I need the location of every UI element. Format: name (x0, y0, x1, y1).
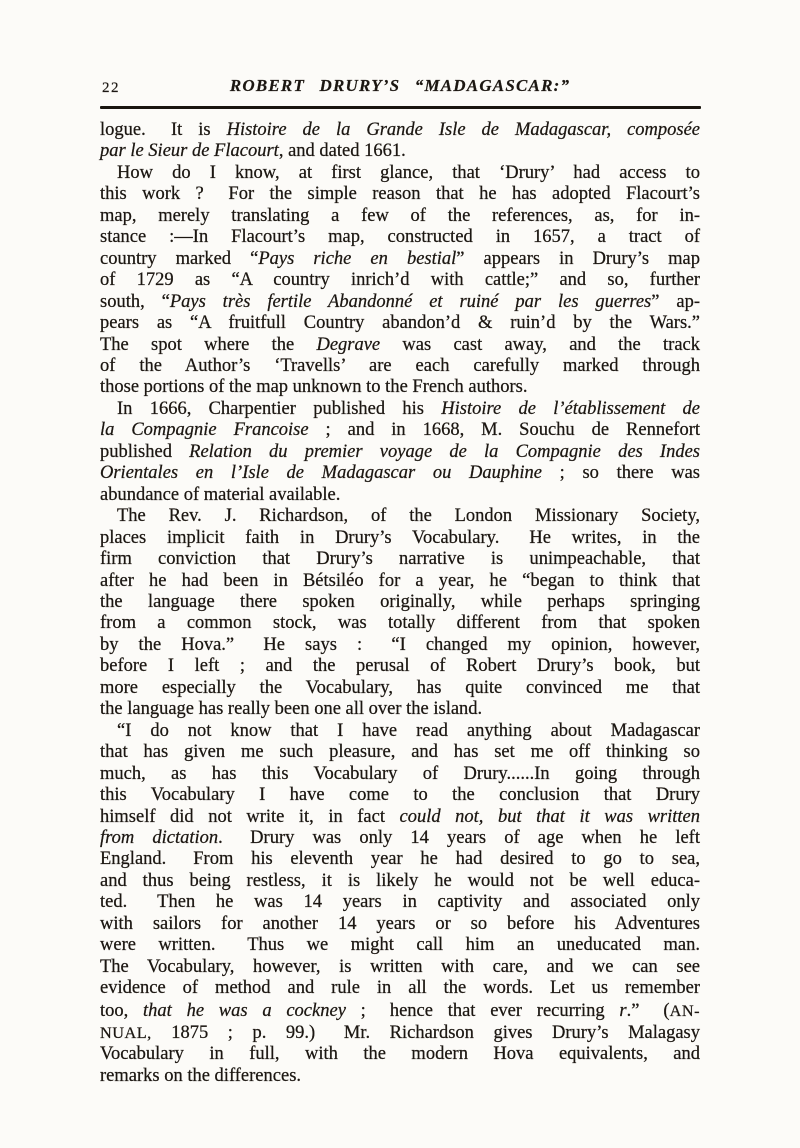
text-line (100, 227, 700, 248)
text-segment: before I left ; and the perusal of Robert Drury’s book, but (100, 656, 700, 677)
text-line (100, 249, 700, 270)
text-segment: with sailors for another 14 years or so before his Adventures (100, 913, 700, 934)
paragraph (100, 120, 700, 163)
text-segment: that he was a cockney (143, 1000, 346, 1021)
text-segment: ; so there was (542, 463, 700, 484)
text-segment: Orientales en l’Isle de Madagascar ou Dauphine (100, 463, 542, 484)
text-line (100, 635, 700, 656)
text-segment: ” appears in Drury’s map (456, 248, 700, 269)
text-segment: could not, but that it was written (399, 806, 700, 827)
text-segment: AN- (669, 1000, 700, 1020)
text-line (100, 399, 700, 420)
text-line (100, 613, 700, 634)
text-line (100, 892, 700, 913)
text-segment: How do I know, at first glance, that ‘Drury’ had access to (117, 162, 700, 183)
text-segment: “I do not know that I have read anything about Madagascar (117, 720, 700, 741)
text-line (100, 335, 700, 356)
text-segment: stance :—In Flacourt’s map, constructed in 1657, a tract of (100, 227, 700, 248)
text-line (100, 871, 700, 892)
text-segment: by the Hova.” He says : “I changed my opinion, however, (100, 634, 700, 655)
text-segment: much, as has this Vocabulary of Drury......In going through (100, 763, 700, 784)
text-line (100, 206, 700, 227)
text-segment: ; and in 1668, M. Souchu de Rennefort (308, 420, 701, 441)
text-segment: were written. Thus we might call him an uneducated man. (100, 935, 700, 956)
text-line (100, 549, 700, 570)
paragraph (100, 163, 700, 399)
paragraph (100, 399, 700, 506)
text-segment: , and dated 1661. (278, 141, 406, 162)
text-segment: The spot where the (100, 334, 317, 355)
text-line (100, 163, 700, 184)
text-segment: this Vocabulary I have come to the conclusion that Drury (100, 785, 700, 806)
text-line (100, 1066, 700, 1087)
text-line (100, 721, 700, 742)
text-segment: himself did not write it, in fact (100, 806, 400, 827)
text-line (100, 785, 700, 806)
text-segment: from a common stock, was totally different from that spoken (100, 613, 700, 634)
paragraph (100, 721, 700, 1088)
text-line (100, 656, 700, 677)
paragraph (100, 506, 700, 721)
text-segment: south, “ (100, 291, 170, 312)
page-body (100, 120, 700, 1087)
text-line (100, 420, 700, 441)
text-line (100, 1022, 700, 1044)
text-line (100, 935, 700, 956)
text-line (100, 463, 700, 484)
text-line (100, 120, 700, 141)
text-line (100, 184, 700, 205)
text-line (100, 356, 700, 377)
running-title: ROBERT DRURY’S “MADAGASCAR:” (229, 76, 571, 95)
text-segment: map, merely translating a few of the references, as, for in- (100, 205, 700, 226)
text-line (100, 699, 700, 720)
text-segment: The Vocabulary, however, is written with care, and we can see (100, 956, 700, 977)
text-line (100, 377, 700, 398)
text-segment: Relation du premier voyage de la Compagnie des Indes (189, 441, 700, 462)
text-segment: ted. Then he was 14 years in captivity and associated only (100, 892, 700, 913)
text-segment: pears as “A fruitfull Country abandon’d & ruin’d by the Wars.” (100, 313, 700, 334)
text-segment: Histoire de la Grande Isle de Madagascar, composée (226, 120, 700, 140)
text-segment: Histoire de l’établissement de (441, 398, 700, 419)
text-line (100, 678, 700, 699)
text-line (100, 849, 700, 870)
page-number: 22 (102, 80, 120, 96)
text-segment: England. From his eleventh year he had desired to go to sea, (100, 849, 700, 870)
text-segment: la Compagnie Francoise (100, 420, 309, 441)
text-segment: from dictation (100, 827, 219, 848)
text-segment: too, (100, 1000, 144, 1021)
text-segment: Pays riche en bestial (258, 248, 457, 269)
text-line (100, 141, 700, 162)
text-line (100, 270, 700, 291)
text-segment: was cast away, and the track (380, 334, 700, 355)
text-segment: r (619, 1000, 627, 1021)
text-line (100, 764, 700, 785)
text-line (100, 592, 700, 613)
text-segment: evidence of method and rule in all the words. Let us remember (100, 978, 700, 999)
text-segment: the language there spoken originally, while perhaps springing (100, 591, 700, 612)
text-line (100, 506, 700, 527)
text-segment: Vocabulary in full, with the modern Hova equivalents, and (100, 1044, 700, 1065)
text-line (100, 442, 700, 463)
text-segment: of the Author’s ‘Travells’ are each carefully marked through (100, 355, 700, 376)
text-line (100, 485, 700, 506)
text-line (100, 1000, 700, 1022)
text-line (100, 292, 700, 313)
text-segment: and thus being restless, it is likely he would not be well educa- (100, 870, 700, 891)
text-line (100, 313, 700, 334)
text-segment: 1875 ; p. 99.) Mr. Richardson gives Drury’s Malagasy (151, 1023, 700, 1044)
text-segment: after he had been in Bétsiléo for a year, he “began to think that (100, 570, 700, 591)
text-line (100, 742, 700, 763)
text-segment: logue. It is (100, 120, 227, 140)
text-segment: Pays très fertile Abandonné et ruiné par les guerres (169, 291, 652, 312)
text-segment: ” ap- (651, 291, 700, 312)
text-segment: published (100, 441, 190, 462)
text-segment: places implicit faith in Drury’s Vocabulary. He writes, in the (100, 527, 700, 548)
text-segment: . Drury was only 14 years of age when he left (218, 827, 700, 848)
text-segment: country marked “ (100, 248, 259, 269)
text-segment: more especially the Vocabulary, has quite convinced me that (100, 677, 700, 698)
text-segment: Degrave (316, 334, 381, 355)
text-line (100, 571, 700, 592)
header-rule (100, 106, 701, 109)
text-segment: this work ? For the simple reason that he has adopted Flacourt’s (100, 184, 700, 205)
text-segment: those portions of the map unknown to the French authors. (100, 377, 528, 398)
text-segment: In 1666, Charpentier published his (117, 398, 442, 419)
text-segment: of 1729 as “A country inrich’d with cattle;” and so, further (100, 270, 700, 291)
text-line (100, 914, 700, 935)
text-segment: remarks on the differences. (100, 1065, 302, 1086)
text-line (100, 957, 700, 978)
text-line (100, 978, 700, 999)
text-line (100, 828, 700, 849)
text-segment: par le Sieur de Flacourt (100, 141, 279, 162)
text-segment: NUAL, (100, 1023, 152, 1043)
text-line (100, 1044, 700, 1065)
text-segment: ; hence that ever recurring (345, 1000, 620, 1021)
text-segment: .” ( (626, 1000, 670, 1021)
text-segment: firm conviction that Drury’s narrative is unimpeachable, that (100, 549, 700, 570)
text-segment: abundance of material available. (100, 484, 341, 505)
text-segment: the language has really been one all over the island. (100, 699, 483, 720)
page-header (100, 74, 700, 102)
text-segment: that has given me such pleasure, and has set me off thinking so (100, 742, 700, 763)
text-line (100, 528, 700, 549)
text-line (100, 807, 700, 828)
text-segment: The Rev. J. Richardson, of the London Missionary Society, (117, 506, 700, 527)
